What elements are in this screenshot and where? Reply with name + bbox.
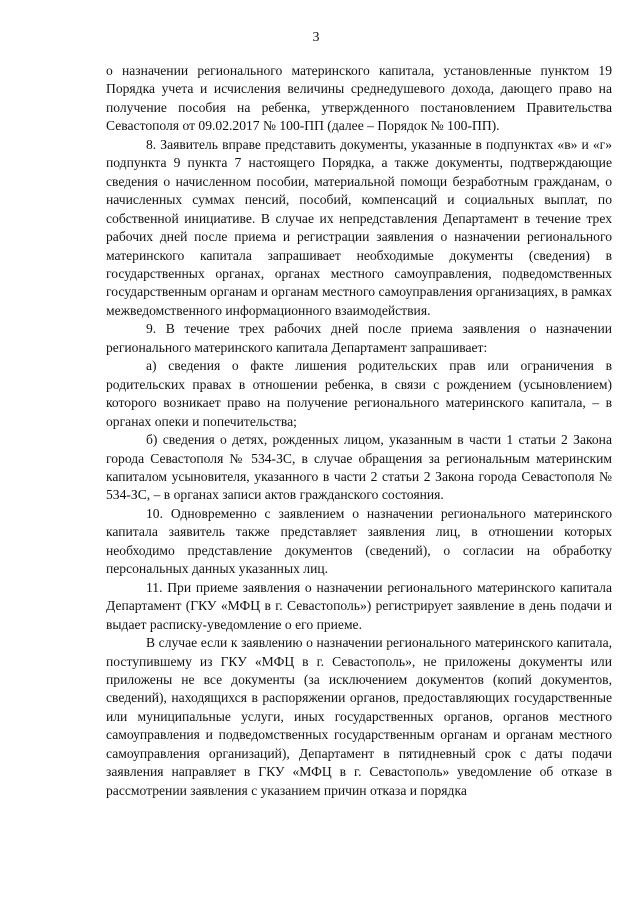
paragraph-item-11-continued: В случае если к заявлению о назначении регионального материнского капитала, поступившему из ГКУ «МФЦ в г. Севастополь», не приложены документы или приложены не все документы (за исключением документов (копий документов, сведений), находящихся в распоряжении органов, предоставляющих государственные или муниципальные услуги, иных государственных органов, органов местного самоуправления и подведомственных государственным органам и органам местного самоуправления организаций), Департамент в пятидневный срок с даты подачи заявления направляет в ГКУ «МФЦ в г. Севастополь» уведомление об отказе в рассмотрении заявления с указанием причин отказа и порядка	[106, 635, 612, 798]
paragraph-item-9: 9. В течение трех рабочих дней после приема заявления о назначении регионального материнского капитала Департамент запрашивает:	[106, 321, 612, 355]
paragraph-item-10: 10. Одновременно с заявлением о назначении регионального материнского капитала заявитель также представляет заявления лиц, в отношении которых необходимо представление документов (сведений), о согласии на обработку персональных данных указанных лиц.	[106, 505, 612, 577]
paragraph-item-9a: а) сведения о факте лишения родительских прав или ограничения в родительских правах в отношении ребенка, в связи с рождением (усыновлением) которого возникает право на получение регионального материнского капитала, – в органах опеки и попечительства;	[106, 358, 612, 429]
paragraph-item-9b: б) сведения о детях, рожденных лицом, указанным в части 1 статьи 2 Закона города Севастополя № 534-ЗС, в случае обращения за региональным материнским капиталом усыновителя, указанного в части 2 статьи 2 Закона города Севастополя № 534-ЗС, – в органах записи актов гражданского состояния.	[106, 432, 612, 503]
document-body	[106, 62, 612, 800]
paragraph-item-8: 8. Заявитель вправе представить документы, указанные в подпунктах «в» и «г» подпункта 9 пункта 7 настоящего Порядка, а также документы, подтверждающие сведения о начисленном пособии, материальной помощи безработным гражданам, о начисленных суммах пенсий, пособий, компенсаций и социальных выплат, по собственной инициативе. В случае их непредставления Департамент в течение трех рабочих дней после приема и регистрации заявления о назначении регионального материнского капитала запрашивает необходимые документы (сведения) в государственных органах, органах местного самоуправления, подведомственных государственным органам и органам местного самоуправления организациях, в рамках межведомственного информационного взаимодействия.	[106, 136, 612, 318]
paragraph-continuation: о назначении регионального материнского капитала, установленные пунктом 19 Порядка учета и исчисления величины среднедушевого дохода, дающего право на получение пособия на ребенка, утвержденного постановлением Правительства Севастополя от 09.02.2017 № 100-ПП (далее – Порядок № 100-ПП).	[106, 63, 612, 134]
page-number: 3	[312, 30, 320, 45]
paragraph-item-11: 11. При приеме заявления о назначении регионального материнского капитала Департамент (ГКУ «МФЦ в г. Севастополь») регистрирует заявление в день подачи и выдает расписку-уведомление о его приеме.	[106, 579, 612, 632]
